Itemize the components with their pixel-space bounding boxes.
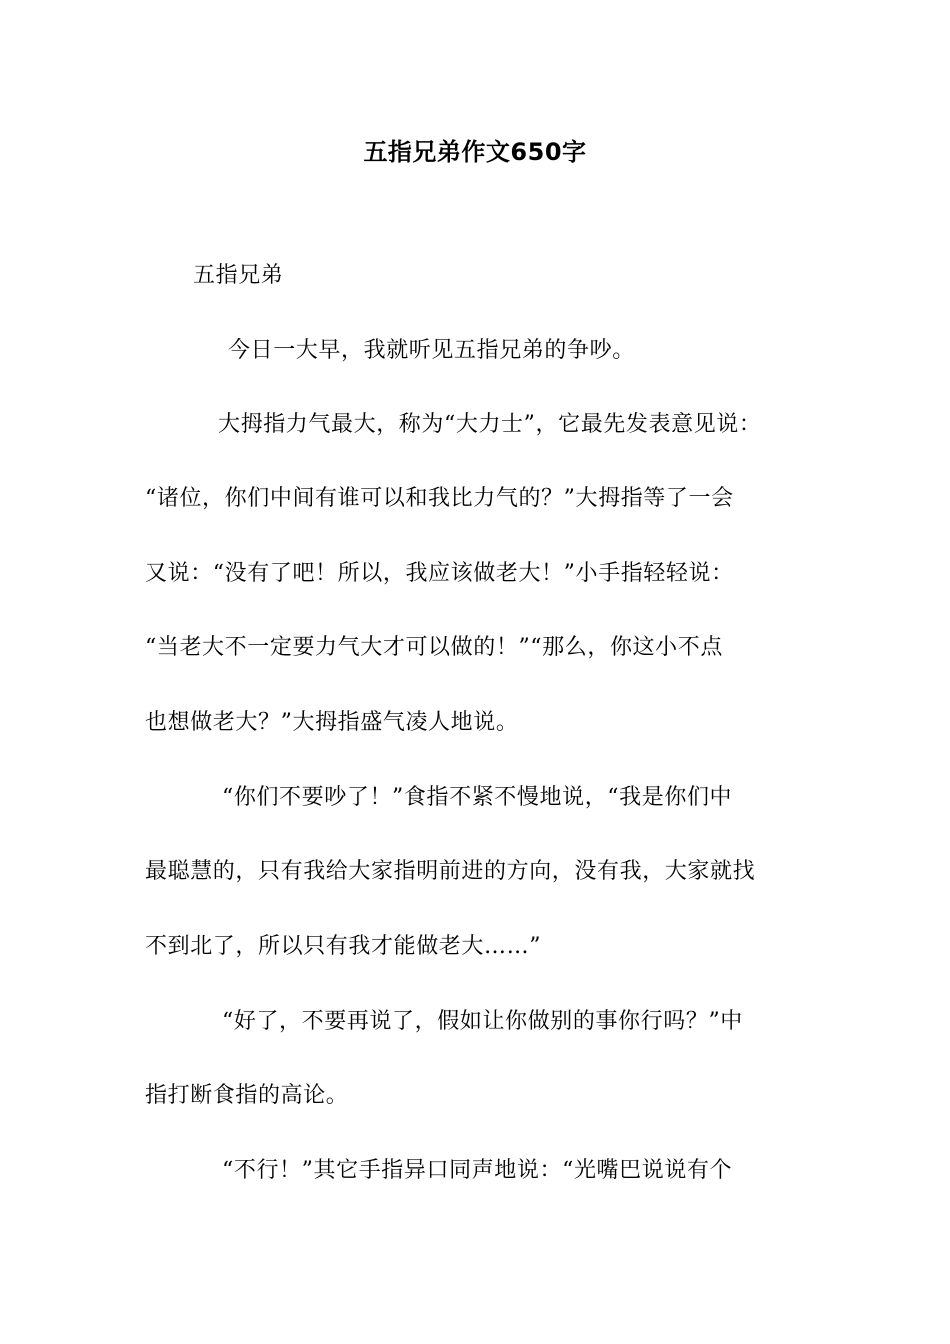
subtitle-line: 五指兄弟 <box>193 263 284 288</box>
paragraph-line: 今日一大早，我就听见五指兄弟的争吵。 <box>228 338 635 363</box>
paragraph-line: “当老大不一定要力气大才可以做的！”“那么，你这小不点 <box>145 635 723 660</box>
paragraph-line: “好了，不要再说了，假如让你做别的事你行吗？”中 <box>222 1009 743 1034</box>
paragraph-line: “你们不要吵了！”食指不紧不慢地说，“我是你们中 <box>222 785 733 810</box>
paragraph-line: 又说：“没有了吧！所以，我应该做老大！”小手指轻轻说： <box>145 561 734 586</box>
document-title: 五指兄弟作文650字 <box>363 138 587 166</box>
paragraph-line: “诸位，你们中间有谁可以和我比力气的？”大拇指等了一会 <box>145 486 734 511</box>
paragraph-line: 也想做老大？”大拇指盛气凌人地说。 <box>145 710 519 735</box>
paragraph-line: 最聪慧的，只有我给大家指明前进的方向，没有我，大家就找 <box>145 859 756 884</box>
paragraph-line: 不到北了，所以只有我才能做老大……” <box>145 934 542 959</box>
paragraph-line: 大拇指力气最大，称为“大力士”，它最先发表意见说： <box>218 412 762 437</box>
paragraph-line: “不行！”其它手指异口同声地说：“光嘴巴说说有个 <box>222 1158 733 1183</box>
paragraph-line: 指打断食指的高论。 <box>145 1083 349 1108</box>
